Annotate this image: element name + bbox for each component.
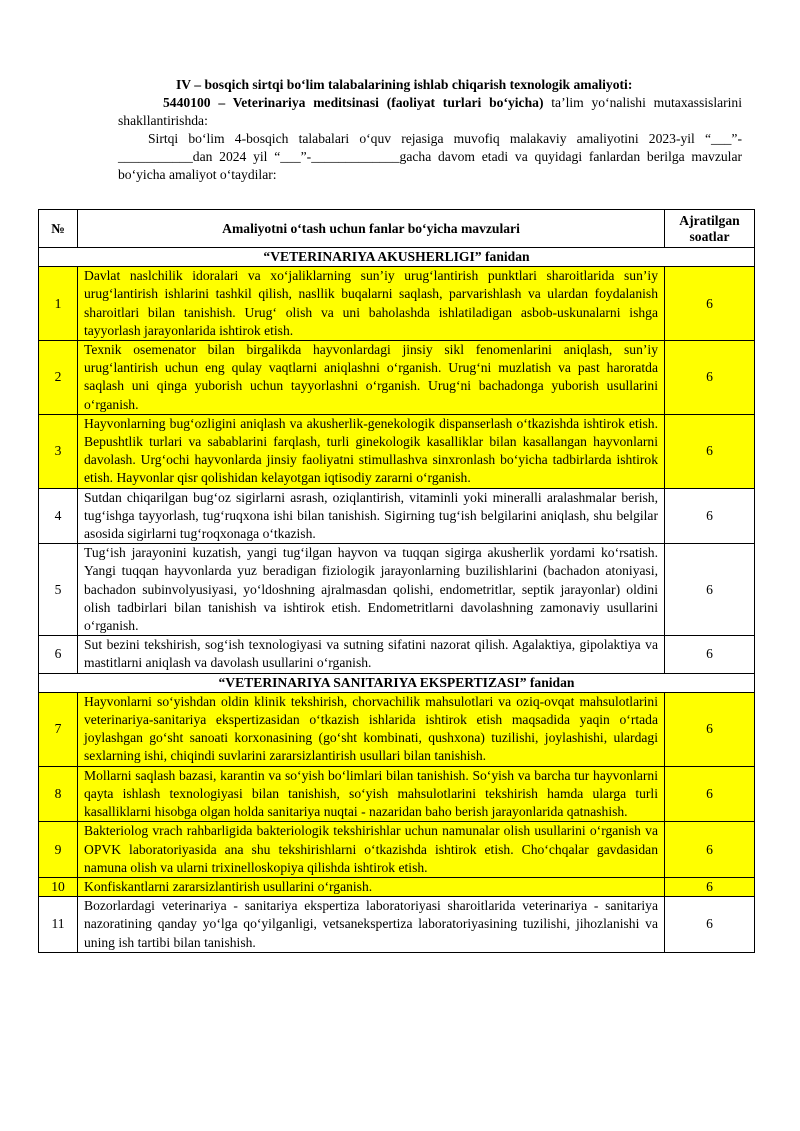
row-topic: Sutdan chiqarilgan bug‘oz sigirlarni asrash, oziqlantirish, vitaminli yoki mineralli aralashmalar berish, tug‘ishga tayyorlash, tug‘ruqxona ishi bilan tanishish. Sigirning tug‘ish belgilarini aniqlash, shu belgilar asosida sigirlarni tug‘roqxonaga o‘tkazish. (78, 488, 665, 544)
row-hours: 6 (665, 341, 755, 415)
row-topic: Texnik osemenator bilan birgalikda hayvonlardagi jinsiy sikl fenomenlarini aniqlash, sun’iy urug‘lantirish uchun eng qulay vaqtlarni aniqlashni o‘rganish. Urug‘ni muzlatish va past haroratda saqlash uni qinga yuborish uchun tayyorlashni o‘rganish. Urug‘ni bachadonga yuborish usullarini o‘rganish. (78, 341, 665, 415)
specialty-line (118, 94, 742, 130)
table-row (39, 766, 755, 822)
table-row (39, 414, 755, 488)
row-number: 4 (39, 488, 78, 544)
header-hours: Ajratilgan soatlar (665, 210, 755, 248)
table-row (39, 341, 755, 415)
row-topic: Sut bezini tekshirish, sog‘ish texnologiyasi va sutning sifatini nazorat qilish. Agalaktiya, gipolaktiya va mastitlarni aniqlash va davolash usullarini o‘rganish. (78, 636, 665, 673)
row-topic: Bozorlardagi veterinariya - sanitariya ekspertiza laboratoriyasi sharoitlarida veterinariya - sanitariya nazoratining qanday yo‘lga qo‘yilganligi, vetsanekspertiza laboratoriyasining tuzilishi, jihozlanishi va uning ish tartibi bilan tanishish. (78, 897, 665, 953)
section-title-ekspertiza: “VETERINARIYA SANITARIYA EKSPERTIZASI” fanidan (39, 673, 755, 692)
practice-topics-table (38, 209, 755, 953)
row-topic: Mollarni saqlash bazasi, karantin va so‘yish bo‘limlari bilan tanishish. So‘yish va barcha tur hayvonlarni qayta ishlash texnologiyasi bilan tanishish, so‘yish mahsulotlarini tekshirish hamda ularga turli kasalliklarni hisobga olgan holda sanitariya nuqtai - nazaridan baho berish jarayonlarida qatnashish. (78, 766, 665, 822)
row-hours: 6 (665, 822, 755, 878)
table-header-row (39, 210, 755, 248)
row-number: 11 (39, 897, 78, 953)
row-number: 8 (39, 766, 78, 822)
row-topic: Bakteriolog vrach rahbarligida bakteriologik tekshirishlar uchun namunalar olish usullarini o‘rganish va OPVK laboratoriyasida ana shu tekshirishlarni o‘tkazishda ishtirok etish. Cho‘chqalar gavdasidan namuna olish va ularni trixinelloskopiya qilishda ishtirok etish. (78, 822, 665, 878)
row-number: 6 (39, 636, 78, 673)
row-number: 2 (39, 341, 78, 415)
table-row (39, 822, 755, 878)
row-hours: 6 (665, 897, 755, 953)
table-row (39, 897, 755, 953)
row-topic: Konfiskantlarni zararsizlantirish usullarini o‘rganish. (78, 877, 665, 896)
specialty-rest: ta’lim yo‘nalishi mutaxassislarini shakllantirishda: (118, 95, 743, 128)
row-number: 7 (39, 692, 78, 766)
row-number: 10 (39, 877, 78, 896)
row-topic: Hayvonlarning bug‘ozligini aniqlash va akusherlik-genekologik dispanserlash o‘tkazishda ishtirok etish. Bepushtlik turlari va sabablarini farqlash, turli ginekologik kasalliklar bilan kasallangan hayvonlarni davolash. Urg‘ochi hayvonlarda jinsiy faoliyatni stimullashva sinxronlash bo‘yicha tadbirlarda ishtirok etish. Hayvonlar qisr qolishidan kelayotgan iqtisodiy zararni o‘rganish. (78, 414, 665, 488)
table-row (39, 544, 755, 636)
row-topic: Davlat naslchilik idoralari va xo‘jaliklarning sun’iy urug‘lantirish punktlari sharoitlarida sun’iy urug‘lantirish ishlarini tashkil qilish, nasllik buqalarni saqlash, parvarishlash va ulardan foydalanish sharoitlari bilan tanishish. Urug‘ olish va uni baholashda ishlatiladigan asbob-uskunalarni ishga tayyorlash jarayonlarida ishtirok etish. (78, 267, 665, 341)
row-topic: Hayvonlarni so‘yishdan oldin klinik tekshirish, chorvachilik mahsulotlari va oziq-ovqat mahsulotlarini veterinariya-sanitariya ekspertizasidan o‘tkazish ishlarida ishtirok etish maqsadida yaqin o‘rtada joylashgan go‘sht sanoati korxonasining (go‘sht kombinati, qushxona) tuzilishi, joylashishi, ulardagi sexlarning ishi, chiqindi suvlarini zararsizlantirish usullari bilan tanishish. (78, 692, 665, 766)
row-hours: 6 (665, 544, 755, 636)
row-hours: 6 (665, 692, 755, 766)
row-hours: 6 (665, 267, 755, 341)
table-row (39, 636, 755, 673)
row-hours: 6 (665, 877, 755, 896)
row-hours: 6 (665, 636, 755, 673)
row-hours: 6 (665, 414, 755, 488)
specialty-code: 5440100 – Veterinariya meditsinasi (faoliyat turlari bo‘yicha) (163, 95, 544, 110)
row-topic: Tug‘ish jarayonini kuzatish, yangi tug‘ilgan hayvon va tuqqan sigirga akusherlik yordami ko‘rsatish. Yangi tuqqan hayvonlarda yuz beradigan fiziologik jarayonlarning buzilishlarini (bachadon atoniyasi, bachadon subinvolyusiyasi, yo‘ldoshning ajralmasdan qolishi, endometritlar, septik jarayonlar) oldini olish tadbirlari bilan tanishish va ishtirok etish. Endometritlarni davolashning zamonaviy usullarini o‘rganish. (78, 544, 665, 636)
table-row (39, 877, 755, 896)
row-number: 1 (39, 267, 78, 341)
intro-paragraph: Sirtqi bo‘lim 4-bosqich talabalari o‘quv rejasiga muvofiq malakaviy amaliyotini 2023-yil “___”-___________dan 2024 yil “___”-_____________gacha davom etadi va quyidagi fanlardan berilga mavzular bo‘yicha amaliyot o‘taydilar: (118, 131, 742, 182)
row-hours: 6 (665, 766, 755, 822)
table-row (39, 488, 755, 544)
header-topic: Amaliyotni o‘tash uchun fanlar bo‘yicha mavzulari (78, 210, 665, 248)
table-row (39, 267, 755, 341)
section-title-akusherlik: “VETERINARIYA AKUSHERLIGI” fanidan (39, 248, 755, 267)
page-heading: IV – bosqich sirtqi bo‘lim talabalarining ishlab chiqarish texnologik amaliyoti: (176, 77, 633, 92)
row-number: 5 (39, 544, 78, 636)
header-num: № (39, 210, 78, 248)
intro-block (118, 76, 742, 184)
table-row (39, 692, 755, 766)
row-number: 3 (39, 414, 78, 488)
row-hours: 6 (665, 488, 755, 544)
row-number: 9 (39, 822, 78, 878)
